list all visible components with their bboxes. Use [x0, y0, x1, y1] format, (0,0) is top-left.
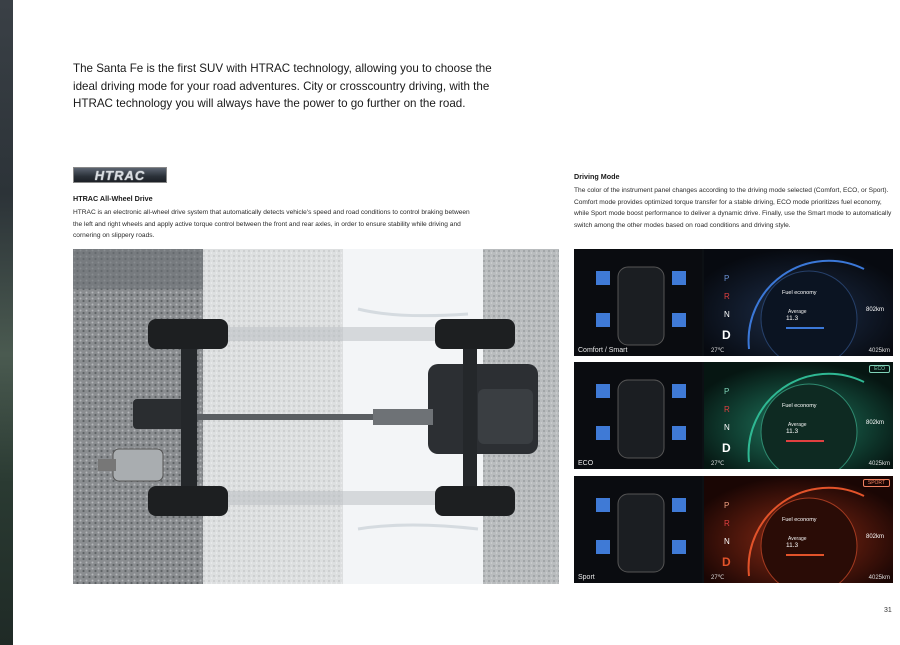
average-label: Average [788, 422, 807, 428]
dash-panel-eco [574, 362, 893, 469]
range-readout: 802km [866, 307, 885, 313]
temperature-readout: 27℃ [711, 348, 725, 354]
driving-mode-heading: Driving Mode [574, 172, 620, 181]
svg-text:P: P [724, 501, 730, 510]
range-readout: 802km [866, 534, 885, 540]
svg-text:R: R [724, 405, 730, 414]
awd-heading: HTRAC All-Wheel Drive [73, 194, 153, 203]
mode-badge-sport: SPORT [863, 479, 890, 487]
average-value: 11.3 [786, 542, 799, 549]
dash-panel-comfort [574, 249, 893, 356]
mode-label-eco: ECO [578, 460, 594, 467]
driving-mode-description: The color of the instrument panel changes according to the driving mode selected (Comfort, ECO, or Sport). Comfort mode provides optimized torque transfer for a stable driving, ECO mode prioritizes fuel economy, while Sport mode boost performance to deliver a dynamic drive. Finally, use the Smart mode to automatically switch among the other modes based on road conditions and driving style. [574, 187, 892, 229]
awd-description: HTRAC is an electronic all-wheel drive system that automatically detects vehicle's speed and road conditions to control braking between the left and right wheels and apply active torque control between the front and rear axles, in order to ensure stability while driving and cornering on slippery roads. [73, 209, 470, 239]
svg-text:N: N [724, 423, 730, 432]
svg-text:R: R [724, 519, 730, 528]
svg-text:D: D [722, 555, 731, 569]
average-value: 11.3 [786, 428, 799, 435]
svg-text:D: D [722, 328, 731, 342]
temperature-readout: 27℃ [711, 461, 725, 467]
svg-text:R: R [724, 292, 730, 301]
intro-paragraph: The Santa Fe is the first SUV with HTRAC technology, allowing you to choose the ideal driving mode for your road adventures. City or crosscountry driving, with the HTRAC technology you will always have the power to go further on the road. [73, 62, 492, 110]
svg-text:P: P [724, 387, 730, 396]
left-edge-photo-strip [0, 0, 13, 645]
odometer-readout: 4025km [868, 348, 890, 354]
odometer-readout: 4025km [868, 575, 890, 581]
fuel-economy-label: Fuel economy [782, 517, 817, 523]
svg-text:P: P [724, 274, 730, 283]
average-value: 11.3 [786, 315, 799, 322]
odometer-readout: 4025km [868, 461, 890, 467]
average-label: Average [788, 536, 807, 542]
svg-text:N: N [724, 537, 730, 546]
htrac-logo [73, 167, 167, 183]
fuel-economy-label: Fuel economy [782, 403, 817, 409]
mode-badge-eco: ECO [869, 365, 890, 373]
fuel-economy-label: Fuel economy [782, 290, 817, 296]
mode-label-comfort: Comfort / Smart [578, 347, 628, 354]
temperature-readout: 27℃ [711, 575, 725, 581]
mode-label-sport: Sport [578, 574, 595, 581]
svg-text:N: N [724, 310, 730, 319]
svg-text:D: D [722, 441, 731, 455]
dash-panel-sport [574, 476, 893, 583]
htrac-logo-text: HTRAC [94, 167, 146, 183]
page-number: 31 [884, 607, 892, 614]
average-label: Average [788, 309, 807, 315]
chassis-image [73, 249, 559, 584]
range-readout: 802km [866, 420, 885, 426]
